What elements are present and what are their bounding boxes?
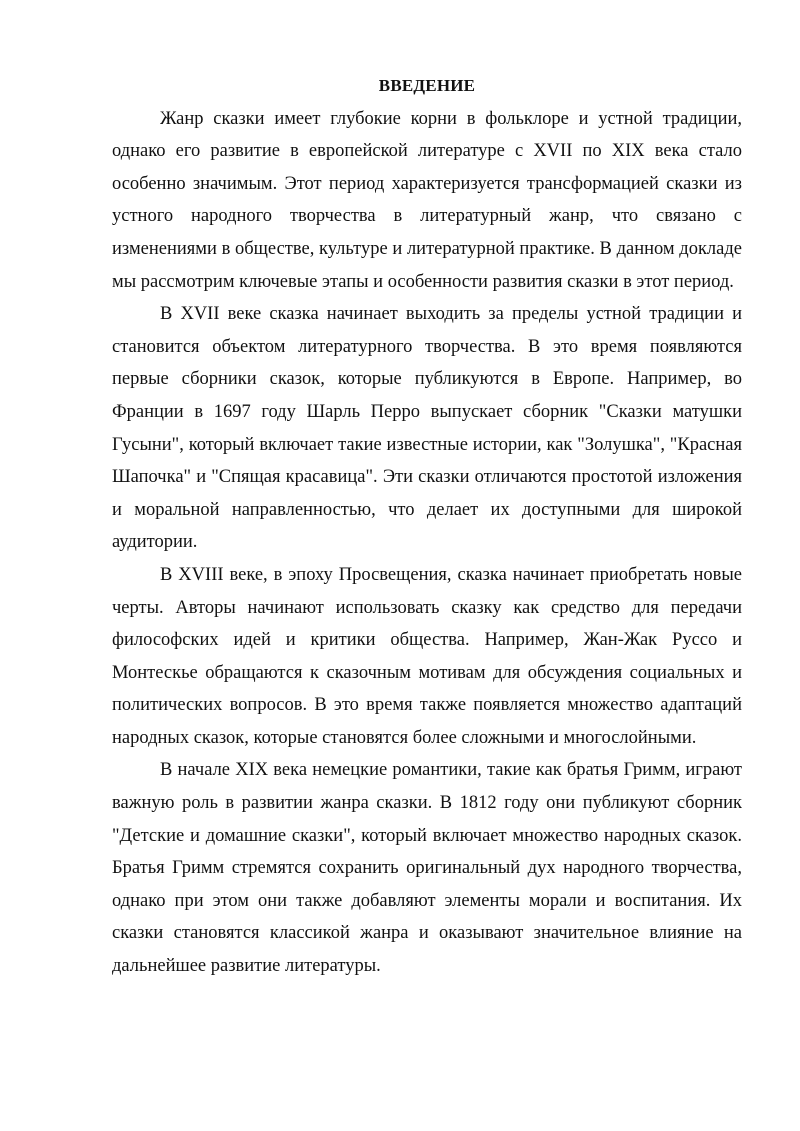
page-title: ВВЕДЕНИЕ xyxy=(378,76,476,95)
paragraph: В XVII веке сказка начинает выходить за пределы устной традиции и становится объектом литературного творчества. В это время появляются первые сборники сказок, которые публикуются в Европе. Например, во Франции в 1697 году Шарль Перро выпускает сборник "Сказки матушки Гусыни", который включает такие известные истории, как "Золушка", "Красная Шапочка" и "Спящая красавица". Эти сказки отличаются простотой изложения и моральной направленностью, что делает их доступными для широкой аудитории. xyxy=(112,304,742,553)
paragraph: В XVIII веке, в эпоху Просвещения, сказка начинает приобретать новые черты. Авторы начинают использовать сказку как средство для передачи философских идей и критики общества. Например, Жан-Жак Руссо и Монтескье обращаются к сказочным мотивам для обсуждения социальных и политических вопросов. В это время также появляется множество адаптаций народных сказок, которые становятся более сложными и многослойными. xyxy=(112,564,742,748)
paragraph: Жанр сказки имеет глубокие корни в фольклоре и устной традиции, однако его развитие в европейской литературе с XVII по XIX века стало особенно значимым. Этот период характеризуется трансформацией сказки из устного народного творчества в литературный жанр, что связано с изменениями в обществе, культуре и литературной практике. В данном докладе мы рассмотрим ключевые этапы и особенности развития сказки в этот период. xyxy=(112,108,742,292)
document-body xyxy=(112,70,742,983)
paragraph: В начале XIX века немецкие романтики, такие как братья Гримм, играют важную роль в развитии жанра сказки. В 1812 году они публикуют сборник "Детские и домашние сказки", который включает множество народных сказок. Братья Гримм стремятся сохранить оригинальный дух народного творчества, однако при этом они также добавляют элементы морали и воспитания. Их сказки становятся классикой жанра и оказывают значительное влияние на дальнейшее развитие литературы. xyxy=(112,760,742,977)
